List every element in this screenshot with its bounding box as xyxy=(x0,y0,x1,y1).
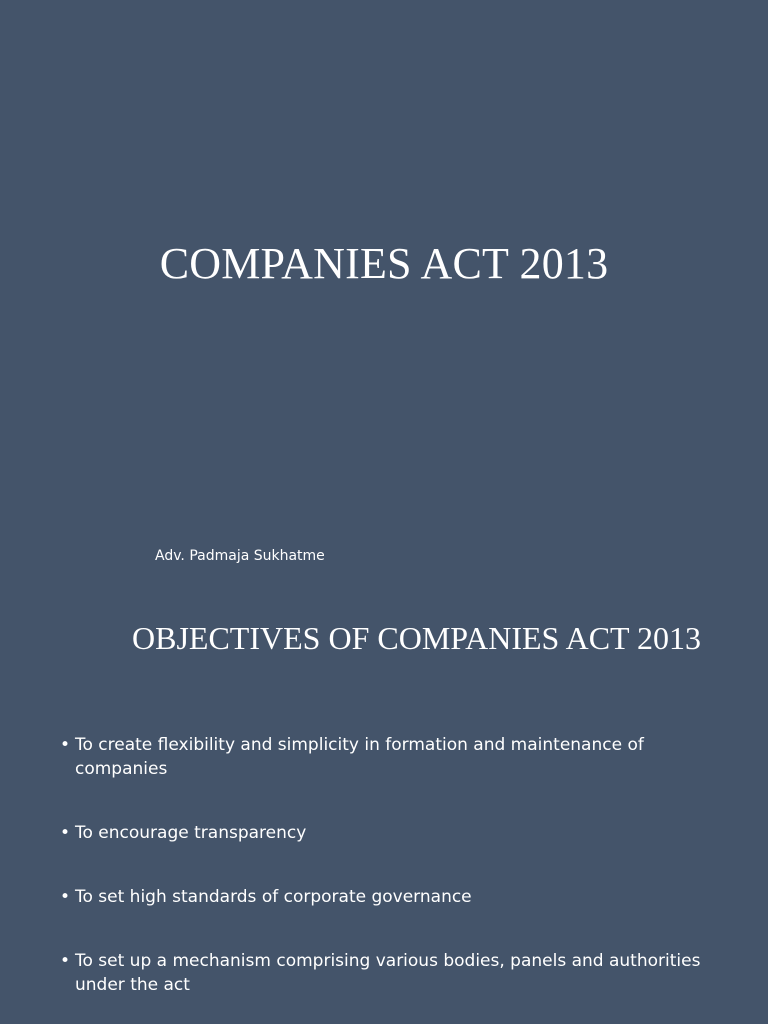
bullet-icon: • xyxy=(60,823,71,843)
list-item xyxy=(60,733,720,781)
list-item xyxy=(60,821,720,845)
bullet-icon: • xyxy=(60,735,71,755)
presenter-name: Adv. Padmaja Sukhatme xyxy=(155,548,325,564)
objectives-list xyxy=(60,733,720,997)
list-item xyxy=(60,949,720,997)
objectives-slide xyxy=(0,590,768,1024)
list-item xyxy=(60,885,720,909)
bullet-icon: • xyxy=(60,887,71,907)
list-item-text: To set high standards of corporate governance xyxy=(75,887,472,907)
objectives-title: OBJECTIVES OF COMPANIES ACT 2013 xyxy=(132,620,701,656)
main-title: COMPANIES ACT 2013 xyxy=(159,239,609,288)
bullet-icon: • xyxy=(60,951,71,971)
list-item-text: To create flexibility and simplicity in formation and maintenance of companies xyxy=(75,735,644,779)
list-item-text: To encourage transparency xyxy=(75,823,307,843)
list-item-text: To set up a mechanism comprising various bodies, panels and authorities under the act xyxy=(75,951,701,995)
